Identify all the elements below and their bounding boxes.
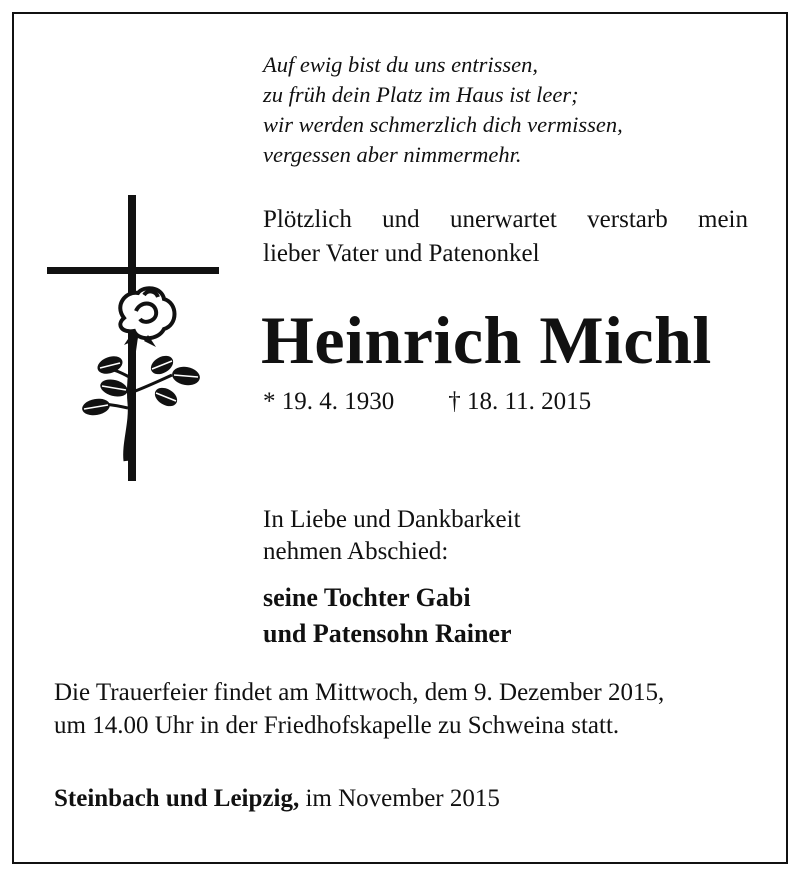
poem-line: wir werden schmerzlich dich vermissen, — [263, 112, 623, 137]
cross-with-rose-icon — [44, 193, 224, 485]
poem-line: Auf ewig bist du uns entrissen, — [263, 52, 538, 77]
deceased-name: Heinrich Michl — [261, 302, 712, 378]
life-dates — [263, 385, 591, 419]
announcement-line: Plötzlich und unerwartet verstarb mein — [263, 206, 748, 233]
service-line: um 14.00 Uhr in der Friedhofskapelle zu Schweina statt. — [54, 712, 620, 739]
poem-line: zu früh dein Platz im Haus ist leer; — [263, 82, 579, 107]
signoff — [54, 782, 500, 816]
funeral-service-info — [54, 676, 664, 742]
poem-line: vergessen aber nimmermehr. — [263, 142, 522, 167]
memorial-poem — [263, 50, 623, 170]
signoff-date: im November 2015 — [299, 785, 500, 812]
signoff-places: Steinbach und Leipzig, — [54, 785, 300, 812]
mourner-line: seine Tochter Gabi — [263, 583, 471, 612]
death-announcement — [263, 203, 748, 271]
service-line: Die Trauerfeier findet am Mittwoch, dem 9. Dezember 2015, — [54, 679, 665, 706]
mourners — [263, 580, 512, 652]
farewell-line: In Liebe und Dankbarkeit — [263, 506, 521, 533]
farewell-line: nehmen Abschied: — [263, 538, 449, 565]
farewell-text — [263, 504, 521, 568]
birth-date: * 19. 4. 1930 — [263, 388, 395, 415]
mourner-line: und Patensohn Rainer — [263, 619, 512, 648]
death-date: † 18. 11. 2015 — [448, 388, 592, 415]
announcement-line: lieber Vater und Patenonkel — [263, 240, 540, 267]
